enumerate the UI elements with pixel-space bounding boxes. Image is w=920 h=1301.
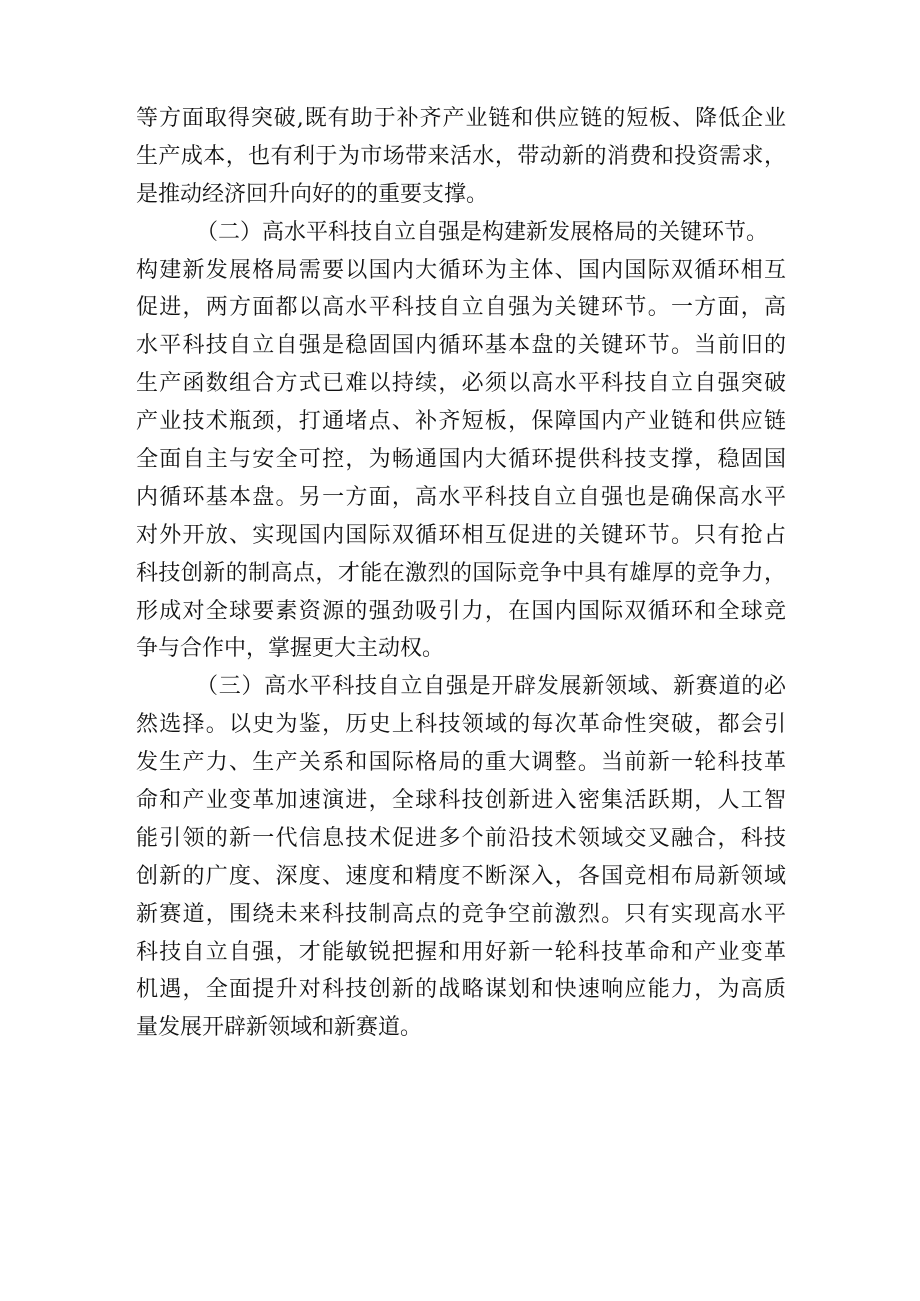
document-page bbox=[136, 100, 786, 1047]
text-line: 发生产力、生产关系和国际格局的重大调整。当前新一轮科技革 bbox=[136, 750, 786, 776]
text-line: 创新的广度、深度、速度和精度不断深入，各国竞相布局新领域 bbox=[136, 863, 786, 889]
text-line: 等方面取得突破,既有助于补齐产业链和供应链的短板、降低企业 bbox=[136, 106, 786, 131]
text-line: 能引领的新一代信息技术促进多个前沿技术领域交叉融合，科技 bbox=[136, 825, 786, 851]
text-line: 机遇，全面提升对科技创新的战略谋划和快速响应能力，为高质 bbox=[136, 977, 786, 1003]
section-heading-line: （二）高水平科技自立自强是构建新发展格局的关键环节。 bbox=[196, 219, 769, 245]
text-line: 科技自立自强，才能敏锐把握和用好新一轮科技革命和产业变革 bbox=[136, 939, 786, 965]
text-line: 生产成本，也有利于为市场带来活水，带动新的消费和投资需求， bbox=[136, 143, 786, 169]
text-line: 水平科技自立自强是稳固国内循环基本盘的关键环节。当前旧的 bbox=[136, 333, 786, 359]
text-line: 新赛道，围绕未来科技制高点的竞争空前激烈。只有实现高水平 bbox=[136, 901, 786, 927]
paragraph-section-2 bbox=[136, 214, 786, 669]
text-line: 科技创新的制高点，才能在激烈的国际竞争中具有雄厚的竞争力， bbox=[136, 560, 786, 586]
text-line: 命和产业变革加速演进，全球科技创新进入密集活跃期，人工智 bbox=[136, 788, 786, 814]
text-line: 内循环基本盘。另一方面，高水平科技自立自强也是确保高水平 bbox=[136, 484, 786, 510]
text-line: 是推动经济回升向好的的重要支撑。 bbox=[136, 181, 489, 207]
text-line: 生产函数组合方式已难以持续，必须以高水平科技自立自强突破 bbox=[136, 371, 786, 397]
section-heading-line: （三）高水平科技自立自强是开辟发展新领域、新赛道的必 bbox=[196, 674, 786, 700]
paragraph-section-3 bbox=[136, 668, 786, 1047]
text-line: 然选择。以史为鉴，历史上科技领域的每次革命性突破，都会引 bbox=[136, 712, 786, 738]
text-line: 全面自主与安全可控，为畅通国内大循环提供科技支撑，稳固国 bbox=[136, 447, 786, 473]
paragraph-intro bbox=[136, 100, 786, 214]
text-line: 量发展开辟新领域和新赛道。 bbox=[136, 1015, 423, 1041]
text-line: 对外开放、实现国内国际双循环相互促进的关键环节。只有抢占 bbox=[136, 522, 786, 548]
text-line: 形成对全球要素资源的强劲吸引力，在国内国际双循环和全球竞 bbox=[136, 598, 786, 624]
text-line: 争与合作中，掌握更大主动权。 bbox=[136, 636, 445, 662]
text-line: 构建新发展格局需要以国内大循环为主体、国内国际双循环相互 bbox=[136, 257, 786, 283]
text-line: 产业技术瓶颈，打通堵点、补齐短板，保障国内产业链和供应链 bbox=[136, 409, 786, 435]
text-line: 促进，两方面都以高水平科技自立自强为关键环节。一方面，高 bbox=[136, 295, 786, 321]
